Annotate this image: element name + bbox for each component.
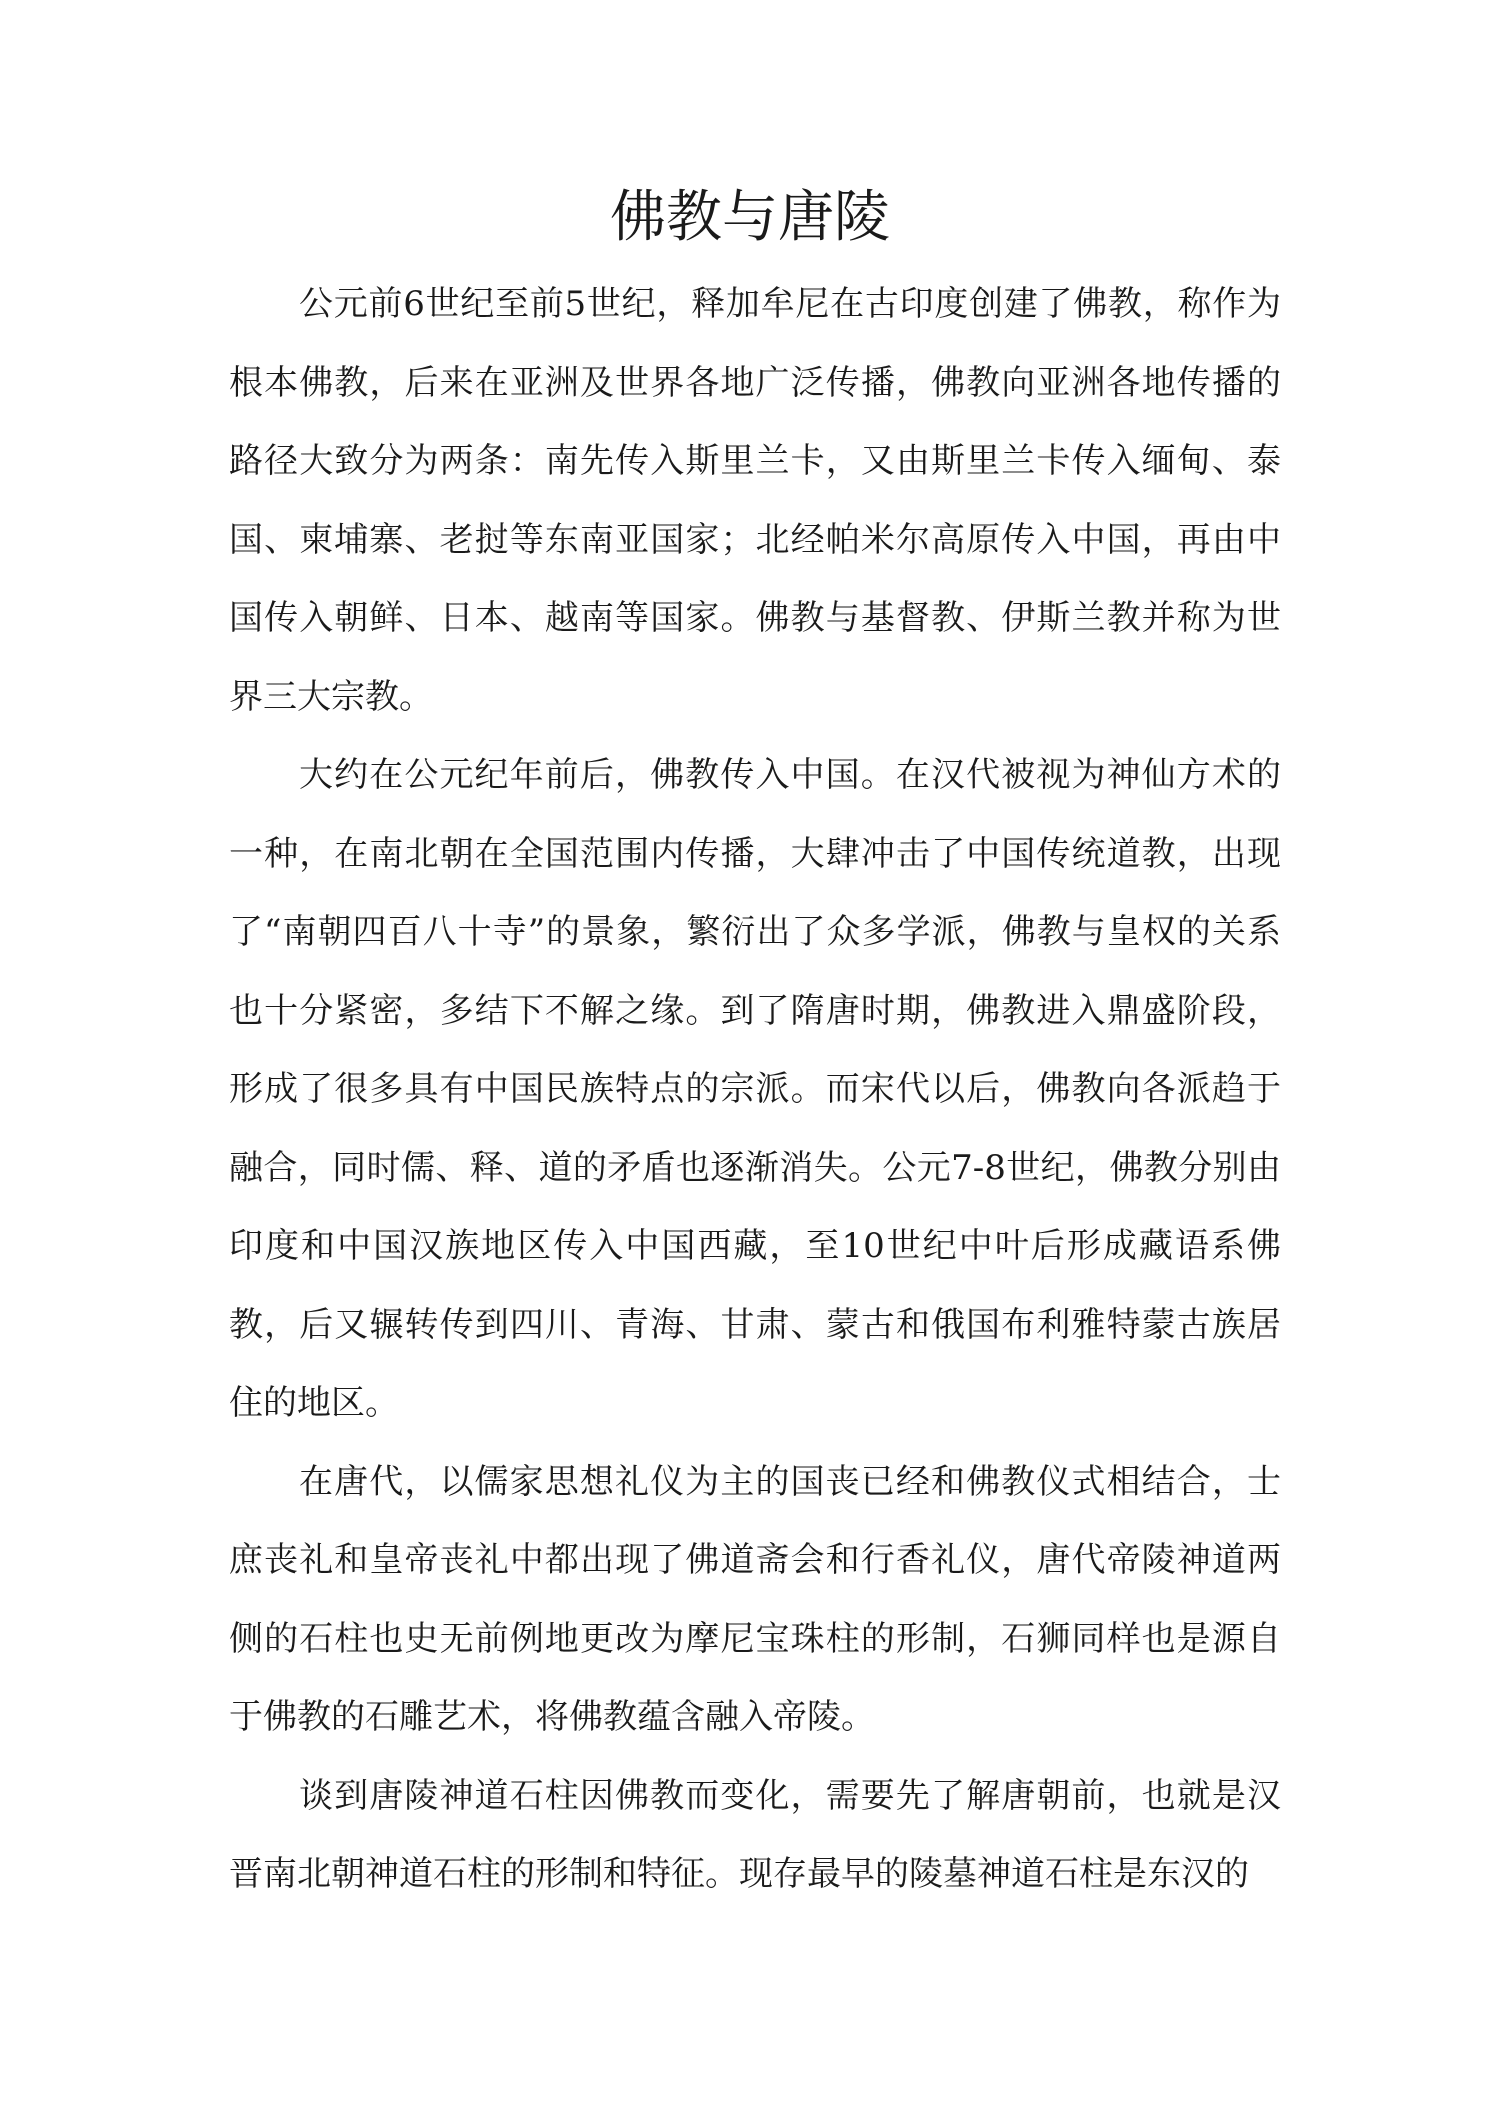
paragraph-2: 大约在公元纪年前后，佛教传入中国。在汉代被视为神仙方术的一种，在南北朝在全国范围内传播，大肆冲击了中国传统道教，出现了“南朝四百八十寺”的景象，繁衍出了众多学派，佛教与皇权的关系也十分紧密，多结下不解之缘。到了隋唐时期，佛教进入鼎盛阶段，形成了很多具有中国民族特点的宗派。而宋代以后，佛教向各派趋于融合，同时儒、释、道的矛盾也逐渐消失。公元7-8世纪，佛教分别由印度和中国汉族地区传入中国西藏，至10世纪中叶后形成藏语系佛教，后又辗转传到四川、青海、甘肃、蒙古和俄国布利雅特蒙古族居住的地区。: [229, 755, 1281, 1423]
paragraph-1: 公元前6世纪至前5世纪，释加牟尼在古印度创建了佛教，称作为根本佛教，后来在亚洲及世界各地广泛传播，佛教向亚洲各地传播的路径大致分为两条：南先传入斯里兰卡，又由斯里兰卡传入缅甸、泰国、柬埔寨、老挝等东南亚国家；北经帕米尔高原传入中国，再由中国传入朝鲜、日本、越南等国家。佛教与基督教、伊斯兰教并称为世界三大宗教。: [229, 284, 1281, 717]
paragraph-3: 在唐代，以儒家思想礼仪为主的国丧已经和佛教仪式相结合，士庶丧礼和皇帝丧礼中都出现了佛道斋会和行香礼仪，唐代帝陵神道两侧的石柱也史无前例地更改为摩尼宝珠柱的形制，石狮同样也是源自于佛教的石雕艺术，将佛教蕴含融入帝陵。: [229, 1461, 1281, 1737]
paragraph-4: 谈到唐陵神道石柱因佛教而变化，需要先了解唐朝前，也就是汉晋南北朝神道石柱的形制和特征。现存最早的陵墓神道石柱是东汉的: [229, 1775, 1281, 1894]
document-title: 佛教与唐陵: [610, 185, 890, 250]
document-body: [229, 265, 1281, 1914]
